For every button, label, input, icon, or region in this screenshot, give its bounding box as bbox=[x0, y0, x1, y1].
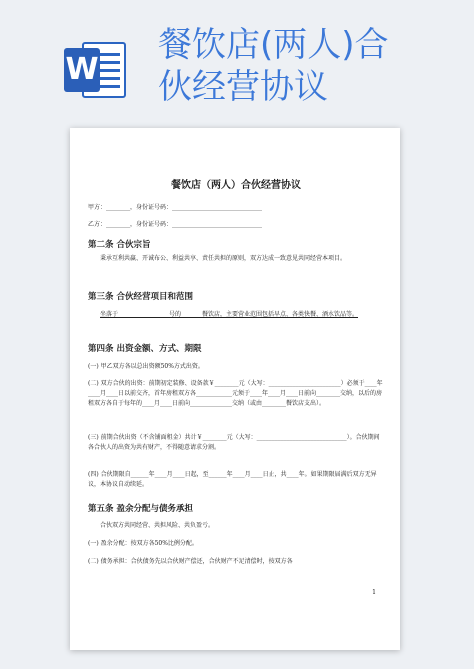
document-page bbox=[70, 128, 400, 650]
section-5-item-1: (一) 盈余分配：按双方各50%比例分配。 bbox=[88, 540, 198, 547]
section-3-heading: 第三条 合伙经营项目和范围 bbox=[88, 292, 193, 302]
section-4-item-2: (二) 双方合伙的出资：前期初定装修、设备款￥________元（大写：________________________）必须于____年____月____日以前交齐，首年房租双方各____________元须于____年____月____日前向________交纳，以后的房租双方各自于每年的____月____日前向______________交纳（或由________餐饮店支出）。 bbox=[88, 380, 383, 407]
section-4-item-3: (三) 前期合伙出资（不含铺面租金）共计￥________元（大写：______________________________）。合伙期间各合伙人的出资为共有财产，不得随意请求分割。 bbox=[88, 434, 380, 451]
word-letter-badge: W bbox=[64, 48, 100, 92]
section-2-text: 秉承互利共赢、开诚布公、利益共享、责任共担的原则，双方达成一致意见共同经营本项目。 bbox=[100, 255, 347, 262]
word-document-icon bbox=[64, 38, 128, 102]
title-line-1: 餐饮店(两人)合 bbox=[158, 25, 389, 65]
section-4-heading: 第四条 出资金额、方式、期限 bbox=[88, 344, 202, 354]
section-5-item-2: (二) 债务承担：合伙债务先以合伙财产偿还，合伙财产不足清偿时，按双方各 bbox=[88, 558, 293, 565]
section-4-item-4: (四) 合伙期限自______年____月____日起，至______年____月____日止，共____年。如果期限届满后双方无异议，本协议自动续延。 bbox=[88, 471, 377, 488]
document-title-heading bbox=[158, 24, 468, 108]
header-banner bbox=[0, 0, 474, 130]
party-a-line: 甲方：________，身份证号码：______________________________ bbox=[88, 204, 263, 211]
party-b-line: 乙方：________，身份证号码：______________________________ bbox=[88, 221, 263, 228]
section-2-heading: 第二条 合伙宗旨 bbox=[88, 240, 151, 250]
title-line-2: 伙经营协议 bbox=[158, 67, 328, 107]
agreement-title: 餐饮店（两人）合伙经营协议 bbox=[171, 180, 301, 191]
page-number: 1 bbox=[372, 589, 376, 596]
section-5-heading: 第五条 盈余分配与债务承担 bbox=[88, 504, 193, 514]
section-3-text: 坐落于_________________号的_______餐饮店，主要营业范围包括早点、各类快餐、酒水饮品等。 bbox=[100, 311, 359, 318]
section-4-item-1: (一) 甲乙双方各以总出资额50%方式出资。 bbox=[88, 363, 204, 370]
section-5-text: 合伙双方共同经营、共担风险、共负盈亏。 bbox=[100, 522, 215, 529]
